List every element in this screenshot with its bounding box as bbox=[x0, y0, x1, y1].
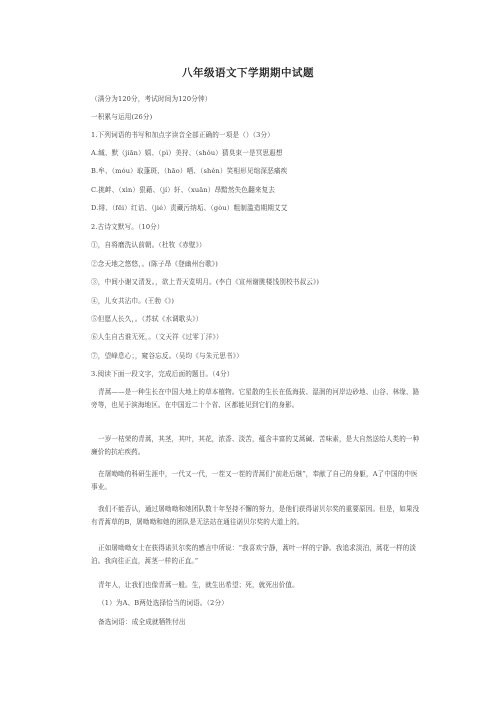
question-1-option-b: B.牟、（móu）取蓬斑、（hāo）哂、（shěn）笑相形见绌深恶痛疾 bbox=[91, 167, 288, 175]
poem-item: ⑦，望峰息心；，窥谷忘反。（吴均《与朱元思书》） bbox=[91, 352, 243, 360]
score-time-note: （满分为120分，考试时间为120分钟） bbox=[91, 95, 212, 103]
reading-paragraph: 青年人，让我们也像青蒿一般。生，就生出希望；死，就死出价值。 bbox=[98, 581, 299, 589]
question-1-option-a: A.缄、默（jiān）嬉、（pì）美狩、（shǒu）猜臭束一是冥思遐想 bbox=[91, 149, 283, 157]
poem-item: ⑥人生自古谁无死，。（文天祥《过零丁洋》） bbox=[91, 333, 223, 341]
poem-item: ⑤但愿人长久，。（苏轼《水调歌头》） bbox=[91, 315, 203, 323]
poem-item: ③，中间小谢又清发。，欲上青天览明月。(李白《宣州谢朓楼饯别校书叔云》) bbox=[91, 278, 320, 286]
sub-question-1: （1）为A、B两处选择恰当的词语。（2分） bbox=[98, 599, 228, 607]
poem-item: ②念天地之悠悠，。(陈子昂《登幽州台歌》) bbox=[91, 260, 218, 268]
page-title: 八年级语文下学期期中试题 bbox=[182, 67, 314, 79]
poem-item: ①，自将磨洗认前朝。（杜牧《赤壁》） bbox=[91, 241, 206, 249]
question-1-option-d: D.绯、（fēi）红诘、（jié）责藏污纳垢、（gòu）粗制滥造期期艾艾 bbox=[91, 204, 288, 212]
question-2-stem: 2.古诗文默写。（10分） bbox=[91, 223, 164, 231]
reading-paragraph: 青蒿——是一种生长在中国大地上的草本植物。它星散的生长在低海拔、湿润的河岸边砂地、山谷、林缘、路旁等，也见于滨海地区。在中国近二十个省、区都能见到它们的身影。 bbox=[91, 388, 420, 409]
word-options: 备选词语：成全成就牺牲付出 bbox=[98, 618, 186, 626]
question-1-stem: 1.下列词语的书写和加点字读音全部正确的一项是（）（3分） bbox=[91, 131, 274, 139]
reading-paragraph: 正如屠呦呦女士在获得诺贝尔奖的感言中所说：“我喜欢宁静，蒿叶一样的宁静。我追求淡泊，蒿花一样的淡泊。我向往正直，蒿茎一样的正直。” bbox=[91, 544, 417, 565]
reading-paragraph: 一岁一枯荣的青蒿，其茎，其叶，其花，浓香、淡苦，蕴含丰富的艾蒿碱、苦味素，是大自然送给人类的一种廉价的抗疟疾药。 bbox=[91, 435, 420, 456]
poem-item: ④，儿女共沾巾。(王勃《》) bbox=[91, 297, 175, 305]
question-3-stem: 3.阅读下面一段文字，完成后面的题目。（4分） bbox=[91, 370, 234, 378]
reading-paragraph: 在屠呦呦的科研生涯中，一代又一代，一茬又一茬的青蒿们“前赴后继”，奉献了自己的身躯，A了中国的中医事业。 bbox=[91, 470, 418, 491]
question-1-option-c: C.挑衅、（xìn）狠藉、（jí）轩、（xuān）昂黯然失色翻来复去 bbox=[91, 186, 276, 194]
reading-paragraph: 我们不能否认，通过屠呦呦和她团队数十年坚持不懈的努力，是他们获得诺贝尔奖的重要原因。但是，如果没有青蒿草的B，屠呦呦和她的团队是无法站在通往诺贝尔奖的大道上的。 bbox=[91, 505, 420, 526]
section-heading: 一积累与运用(26分) bbox=[91, 113, 153, 121]
